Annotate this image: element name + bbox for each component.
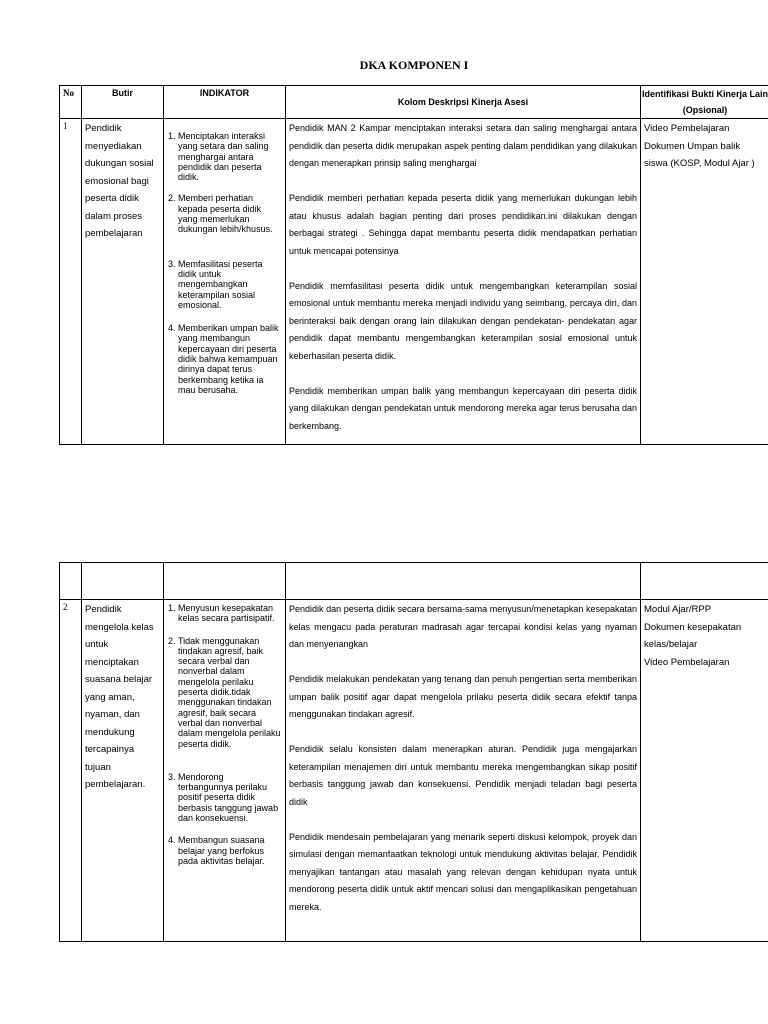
header-indikator: INDIKATOR (164, 86, 286, 119)
deskripsi-paragraph: Pendidik selalu konsisten dalam menerapkan aturan. Pendidik juga mengajarkan keterampilan menajemen diri untuk membantu mereka mengembangkan sikap positif berbasis tanggung jawab dan konsekuensi. Pendidik menjadi teladan bagi peserta didik (289, 744, 637, 807)
header-butir: Butir (82, 86, 164, 119)
empty-cell (60, 563, 82, 600)
table-header-row-empty (60, 563, 768, 600)
butir-cell: Pendidik mengelola kelas untuk menciptakan suasana belajar yang aman, nyaman, dan mendukung tercapainya tujuan pembelajaran. (82, 600, 164, 942)
indikator-item: 4. Memberikan umpan balik yang membangun kepercayaan diri peserta didik bahwa kemampuan dirinya dapat terus berkembang ketika ia mau berusaha. (178, 323, 285, 395)
header-no: No (60, 86, 82, 119)
deskripsi-paragraph: Pendidik mendesain pembelajaran yang menarik seperti diskusi kelompok, proyek dan simulasi dengan memanfaatkan teknologi untuk mendukung aktivitas belajar. Pendidik menyajikan tantangan atau masalah yang relevan dengan kehidupan nyata untuk mendorong peserta didik untuk aktif mencari solusi dan mengaplikasikan pengetahuan mereka. (289, 831, 637, 912)
empty-cell (641, 563, 768, 600)
bukti-cell (641, 119, 768, 445)
empty-cell (164, 563, 286, 600)
indikator-item: 3. Mendorong terbangunnya perilaku positif peserta didik berbasis tanggung jawab dan konsekuensi. (178, 772, 285, 823)
indikator-item: 4. Membangun suasana belajar yang berfokus pada aktivitas belajar. (178, 835, 285, 866)
indikator-item: 1. Menciptakan interaksi yang setara dan saling menghargai antara pendidik dan peserta didik. (178, 131, 285, 182)
indikator-item: 2. Memberi perhatian kepada peserta didik yang memerlukan dukungan lebih/khusus. (178, 193, 285, 234)
empty-cell (82, 563, 164, 600)
indikator-item: 3. Memfasilitasi peserta didik untuk mengembangkan keterampilan sosial emosional. (178, 259, 285, 310)
deskripsi-paragraph: Pendidik memberi perhatian kepada peserta didik yang memerlukan dukungan lebih atau khusus adalah bagian penting dari proses pendidikan.ini dilakukan dengan berbagai strategi . Sehingga dapat membantu peserta didik mendapatkan perhatian untuk mencapai potensinya (289, 193, 637, 256)
deskripsi-paragraph: Pendidik memberikan umpan balik yang membangun kepercayaan diri peserta didik yang dilakukan dengan pendekatan untuk mendorong mereka agar terus berusaha dan berkembang. (289, 385, 637, 431)
bukti-item: Video Pembelajaran (644, 123, 730, 134)
table-row (60, 600, 768, 942)
deskripsi-paragraph: Pendidik dan peserta didik secara bersama-sama menyusun/menetapkan kesepakatan kelas mengacu pada peraturan madrasah agar tercapai kondisi kelas yang nyaman dan menyenangkan (289, 604, 637, 649)
deskripsi-paragraph: Pendidik MAN 2 Kampar menciptakan interaksi setara dan saling menghargai antara pendidik dan peserta didik merupakan aspek penting dalam pendidikan yang dilakukan dengan menerapkan prinsip saling menghargai (289, 123, 637, 168)
table-header-row (60, 86, 768, 119)
header-deskripsi: Kolom Deskripsi Kinerja Asesi (286, 86, 641, 119)
row-number: 2 (60, 600, 82, 942)
dka-table-1 (59, 85, 768, 445)
bukti-item: Modul Ajar/RPP (644, 604, 712, 615)
indikator-item: 2. Tidak menggunakan tindakan agresif, baik secara verbal dan nonverbal dalam mengelola perilaku peserta didik.tidak menggunakan tindakan agresif, baik secara verbal dan nonverbal dalam mengelola perilaku peserta didik. (178, 636, 285, 749)
dka-table-2 (59, 562, 768, 942)
document-title: DKA KOMPONEN I (359, 58, 469, 72)
bukti-item: Dokumen kesepakatan kelas/belajar (644, 621, 742, 650)
bukti-cell (641, 600, 768, 942)
bukti-item: Dokumen Umpan balik siswa (KOSP, Modul Ajar ) (644, 140, 755, 169)
deskripsi-cell (286, 119, 641, 445)
deskripsi-paragraph: Pendidik memfasilitasi peserta didik untuk mengembangkan keterampilan sosial emosional untuk membantu mereka menjadi individu yang seimbang, percaya diri, dan berinteraksi baik dengan orang lain dilakukan dengan pendekatan- pendekatan agar pendidik dapat membantu mengembangkan keterampilan sosial emosional untuk keberhasilan peserta didik. (289, 280, 637, 361)
butir-cell: Pendidik menyediakan dukungan sosial emosional bagi peserta didik dalam proses pembelajaran (82, 119, 164, 445)
deskripsi-cell (286, 600, 641, 942)
empty-cell (286, 563, 641, 600)
row-number: 1 (60, 119, 82, 445)
bukti-item: Video Pembelajaran (644, 656, 730, 668)
table-row (60, 119, 768, 445)
indikator-item: 1. Menyusun kesepakatan kelas secara partisipatif. (178, 603, 285, 624)
indikator-cell (164, 119, 286, 445)
header-bukti: Identifikasi Bukti Kinerja Lain (Opsional) (641, 86, 768, 119)
deskripsi-paragraph: Pendidik melakukan pendekatan yang tenang dan penuh pengertian serta memberikan umpan balik positif agar dapat mengelola prilaku peserta didik secara efektif tanpa menggunakan tindakan agresif. (289, 674, 637, 719)
indikator-cell (164, 600, 286, 942)
